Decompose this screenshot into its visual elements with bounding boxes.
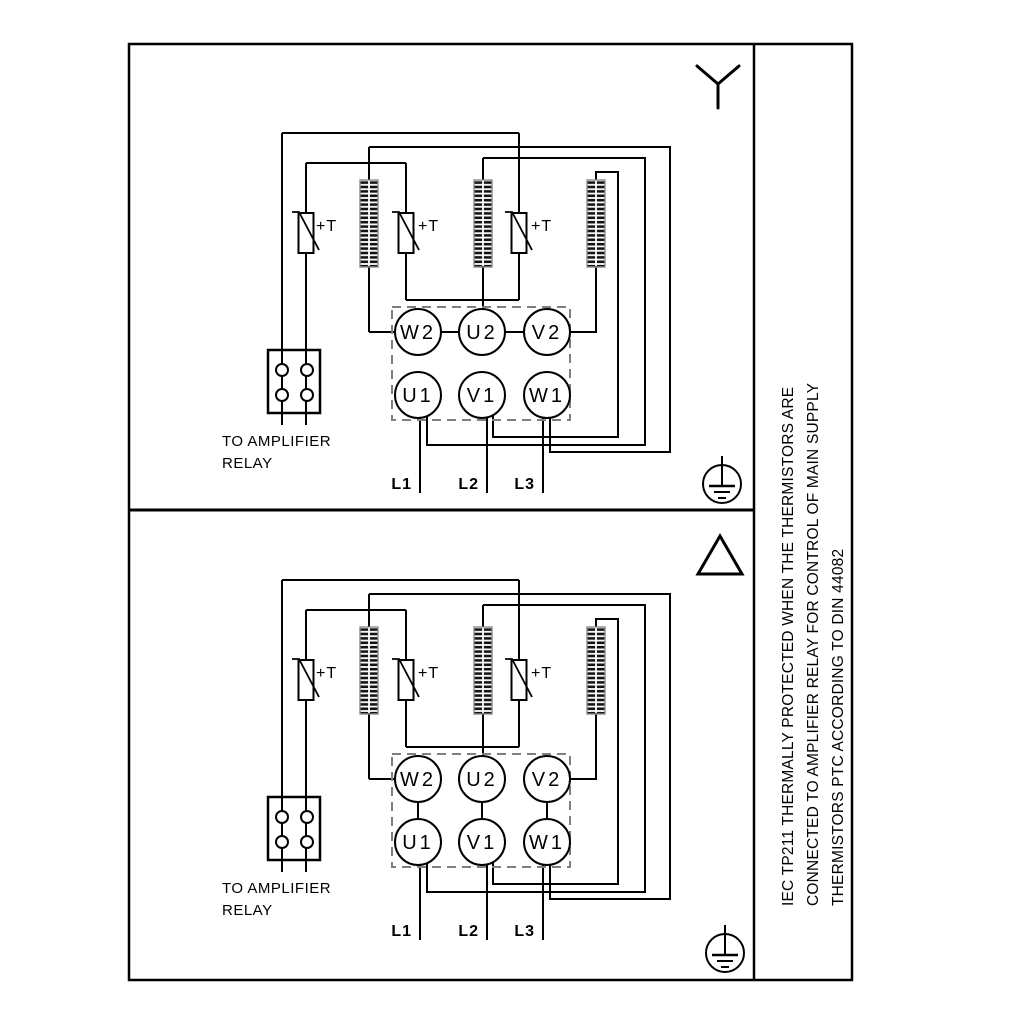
side-note-line1: IEC TP211 THERMALLY PROTECTED WHEN THE THERMISTORS ARE <box>780 386 797 906</box>
thermistor-label: +T <box>316 665 338 682</box>
side-note-line3: THERMISTORS PTC ACCORDING TO DIN 44082 <box>830 548 847 906</box>
star-icon <box>697 66 739 108</box>
relay-note-line2: RELAY <box>222 455 273 472</box>
thermistor-label: +T <box>531 665 553 682</box>
thermistor-label: +T <box>418 665 440 682</box>
side-note-line2: CONNECTED TO AMPLIFIER RELAY FOR CONTROL OF MAIN SUPPLY <box>805 382 822 906</box>
delta-jumper-links <box>418 802 547 819</box>
relay-note-line1: TO AMPLIFIER <box>222 433 332 450</box>
terminal-label-u1: U1 <box>402 832 434 854</box>
line-label-l3: L3 <box>514 923 535 940</box>
ground-icon-top <box>703 456 741 503</box>
terminal-label-w2: W2 <box>400 769 436 791</box>
ground-icon-bottom <box>706 925 744 972</box>
terminal-label-v2: V2 <box>531 322 563 344</box>
terminal-label-v1: V1 <box>466 832 498 854</box>
panel-star <box>222 66 741 503</box>
terminal-label-u1: U1 <box>402 385 434 407</box>
terminal-label-w1: W1 <box>529 832 565 854</box>
thermistor-label: +T <box>316 218 338 235</box>
thermistor-label: +T <box>531 218 553 235</box>
relay-note-line1: TO AMPLIFIER <box>222 880 332 897</box>
line-label-l1: L1 <box>391 476 412 493</box>
line-label-l3: L3 <box>514 476 535 493</box>
thermistor-label: +T <box>418 218 440 235</box>
delta-icon <box>698 536 742 574</box>
line-label-l2: L2 <box>458 476 479 493</box>
line-label-l2: L2 <box>458 923 479 940</box>
terminal-label-v1: V1 <box>466 385 498 407</box>
terminal-label-w2: W2 <box>400 322 436 344</box>
panel-delta <box>222 536 744 972</box>
terminal-label-u2: U2 <box>466 322 498 344</box>
terminal-label-w1: W1 <box>529 385 565 407</box>
side-note <box>780 383 847 906</box>
terminal-label-v2: V2 <box>531 769 563 791</box>
relay-note-line2: RELAY <box>222 902 273 919</box>
line-label-l1: L1 <box>391 923 412 940</box>
terminal-label-u2: U2 <box>466 769 498 791</box>
